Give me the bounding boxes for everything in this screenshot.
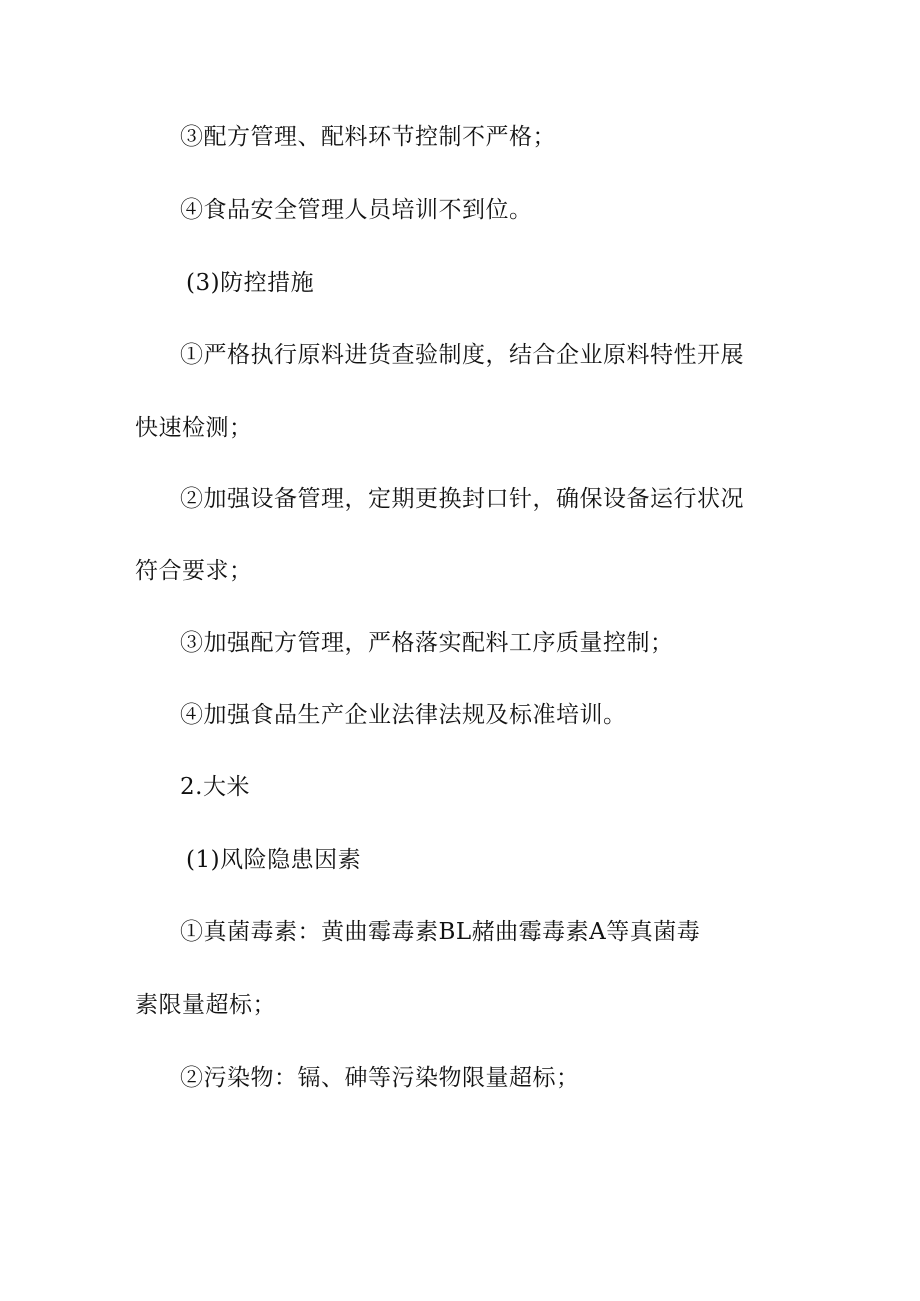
paragraph-line: ③配方管理、配料环节控制不严格； <box>180 124 556 150</box>
paragraph-line: 素限量超标； <box>135 992 276 1018</box>
paragraph-line: ①严格执行原料进货查验制度，结合企业原料特性开展 <box>180 342 744 368</box>
paragraph-line: ②加强设备管理，定期更换封口针，确保设备运行状况 <box>180 486 744 512</box>
section-heading: 2.大米 <box>180 774 250 800</box>
paragraph-line: ②污染物：镉、砷等污染物限量超标； <box>180 1065 580 1091</box>
paragraph-line: ④食品安全管理人员培训不到位。 <box>180 197 533 223</box>
section-heading: (3)防控措施 <box>186 270 315 296</box>
paragraph-line: ④加强食品生产企业法律法规及标准培训。 <box>180 702 627 728</box>
paragraph-line: 符合要求； <box>135 558 253 584</box>
paragraph-line: ③加强配方管理，严格落实配料工序质量控制； <box>180 630 674 656</box>
paragraph-line: ①真菌毒素：黄曲霉毒素BL赭曲霉毒素A等真菌毒 <box>180 919 701 945</box>
section-heading: (1)风险隐患因素 <box>186 847 362 873</box>
paragraph-line: 快速检测； <box>135 415 253 441</box>
